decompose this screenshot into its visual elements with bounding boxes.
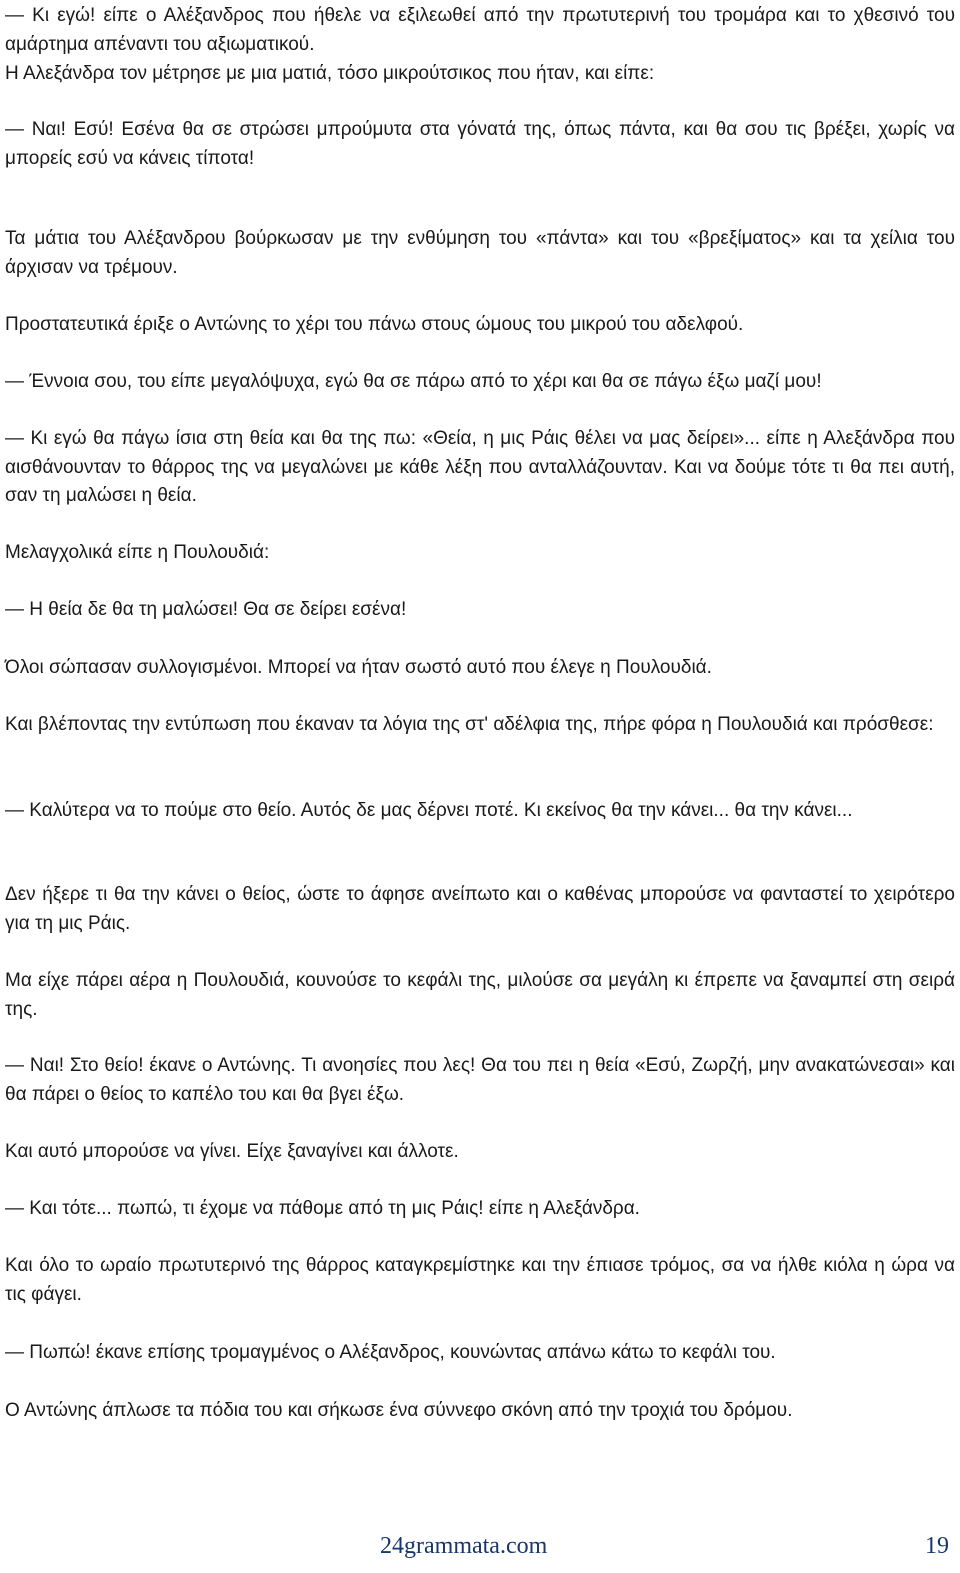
page-number: 19 [925, 1533, 949, 1559]
paragraph-5: Προστατευτικά έριξε ο Αντώνης το χέρι του πάνω στους ώμους του μικρού του αδελφού. [5, 314, 744, 335]
footer-site-link[interactable]: 24grammata.com [380, 1533, 548, 1559]
paragraph-12: — Καλύτερα να το πούμε στο θείο. Αυτός δε μας δέρνει ποτέ. Κι εκείνος θα την κάνει... θα την κάνει... [5, 800, 853, 821]
paragraph-8: Μελαγχολικά είπε η Πουλουδιά: [5, 542, 270, 563]
paragraph-11: Και βλέποντας την εντύπωση που έκαναν τα λόγια της στ' αδέλφια της, πήρε φόρα η Πουλουδιά και πρόσθεσε: [5, 714, 934, 735]
paragraph-6: — Έννοια σου, του είπε μεγαλόψυχα, εγώ θα σε πάρω από το χέρι και θα σε πάγω έξω μαζί μου! [5, 371, 822, 392]
paragraph-10: Όλοι σώπασαν συλλογισμένοι. Μπορεί να ήταν σωστό αυτό που έλεγε η Πουλουδιά. [5, 657, 712, 678]
paragraph-17: — Και τότε... πωπώ, τι έχομε να πάθομε από τη μις Ράις! είπε η Αλεξάνδρα. [5, 1198, 640, 1219]
paragraph-19: — Πωπώ! έκανε επίσης τρομαγμένος ο Αλέξανδρος, κουνώντας απάνω κάτω το κεφάλι του. [5, 1342, 776, 1363]
paragraph-2: Η Αλεξάνδρα τον μέτρησε με μια ματιά, τόσο μικρούτσικος που ήταν, και είπε: [5, 63, 655, 84]
paragraph-3: — Ναι! Εσύ! Εσένα θα σε στρώσει μπρούμυτα στα γόνατά της, όπως πάντα, και θα σου τις βρέξει, χωρίς να μπορείς εσύ να κάνεις τίποτα! [5, 119, 955, 169]
paragraph-13: Δεν ήξερε τι θα την κάνει ο θείος, ώστε το άφησε ανείπωτο και ο καθένας μπορούσε να φανταστεί το χειρότερο για τη μις Ράις. [5, 884, 955, 934]
paragraph-4: Τα μάτια του Αλέξανδρου βούρκωσαν με την ενθύμηση του «πάντα» και του «βρεξίματος» και τα χείλια του άρχισαν να τρέμουν. [5, 228, 955, 278]
paragraph-15: — Ναι! Στο θείο! έκανε ο Αντώνης. Τι ανοησίες που λες! Θα του πει η θεία «Εσύ, Ζωρζή, μην ανακατώνεσαι» και θα πάρει ο θείος το καπέλο του και θα βγει έξω. [5, 1055, 955, 1105]
paragraph-7: — Κι εγώ θα πάγω ίσια στη θεία και θα της πω: «Θεία, η μις Ράις θέλει να μας δείρει»... είπε η Αλεξάνδρα που αισθάνουνταν το θάρρος της να μεγαλώνει με κάθε λέξη που ανταλλάζουνταν. Και να δούμε τότε τι θα πει αυτή, σαν τη μαλώσει η θεία. [5, 428, 955, 506]
paragraph-16: Και αυτό μπορούσε να γίνει. Είχε ξαναγίνει και άλλοτε. [5, 1141, 459, 1162]
paragraph-20: Ο Αντώνης άπλωσε τα πόδια του και σήκωσε ένα σύννεφο σκόνη από την τροχιά του δρόμου. [5, 1400, 793, 1421]
paragraph-9: — Η θεία δε θα τη μαλώσει! Θα σε δείρει εσένα! [5, 599, 407, 620]
paragraph-18: Και όλο το ωραίο πρωτυτερινό της θάρρος καταγκρεμίστηκε και την έπιασε τρόμος, σα να ήλθε κιόλα η ώρα να τις φάγει. [5, 1255, 955, 1305]
paragraph-1: — Κι εγώ! είπε ο Αλέξανδρος που ήθελε να εξιλεωθεί από την πρωτυτερινή του τρομάρα και το χθεσινό του αμάρτημα απέναντι του αξιωματικού. [5, 5, 955, 55]
paragraph-14: Μα είχε πάρει αέρα η Πουλουδιά, κουνούσε το κεφάλι της, μιλούσε σα μεγάλη κι έπρεπε να ξαναμπεί στη σειρά της. [5, 970, 955, 1020]
